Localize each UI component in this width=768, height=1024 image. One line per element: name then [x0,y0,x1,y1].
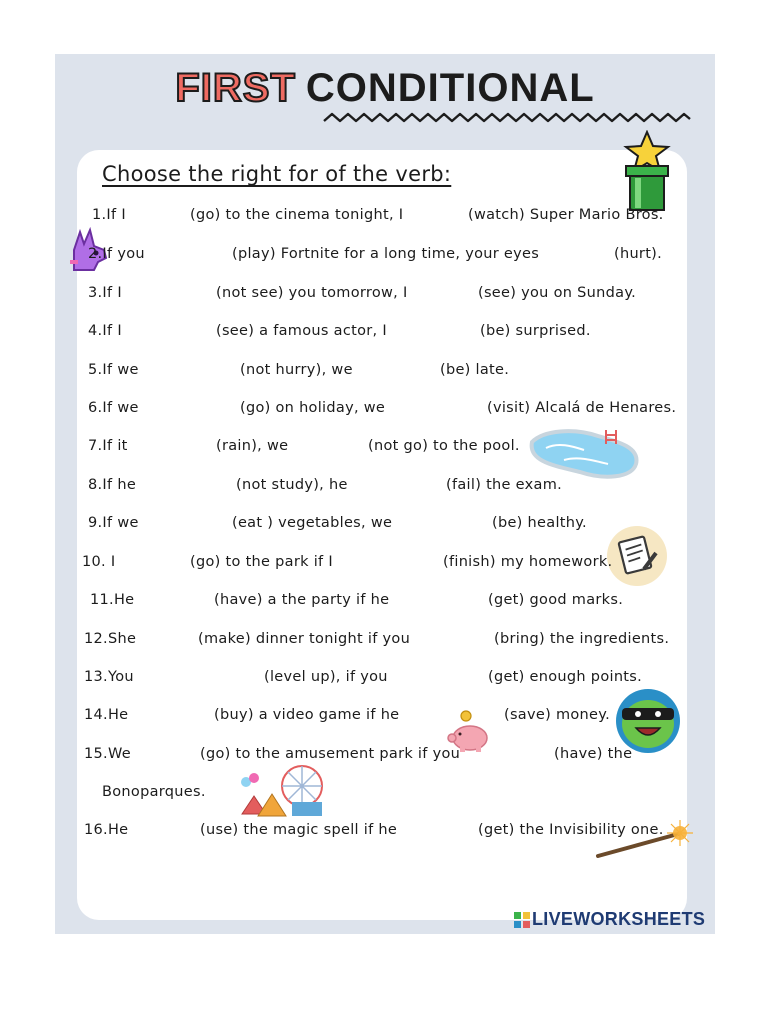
sentence-8-start: 8.If he [88,477,137,493]
sentence-15-end: (have) the [554,746,633,762]
title-conditional: CONDITIONAL [305,66,595,110]
sentence-15-middle: (go) to the amusement park if you [200,746,461,762]
sentence-4-start: 4.If I [88,323,122,339]
sentence-10-start: 10. I [82,554,116,570]
sentence-6-start: 6.If we [88,400,139,416]
sentence-15-continuation: Bonoparques. [102,784,206,800]
sentence-15-start: 15.We [84,746,131,762]
sentence-8-end: (fail) the exam. [446,477,563,493]
title-first: FIRST [175,66,296,110]
sentence-7-end: (not go) to the pool. [368,438,520,454]
liveworksheets-logo-icon [514,912,530,928]
sentence-11-start: 11.He [90,592,135,608]
zigzag-underline [322,110,692,126]
liveworksheets-logo-text: LIVEWORKSHEETS [532,909,706,929]
page-title [55,66,715,111]
sentence-12-middle: (make) dinner tonight if you [198,631,411,647]
sentence-6-end: (visit) Alcalá de Henares. [487,400,677,416]
sentence-10-end: (finish) my homework. [443,554,613,570]
sentence-13-start: 13.You [84,669,134,685]
sentence-1-start: 1.If I [92,207,126,223]
sentence-5-start: 5.If we [88,362,139,378]
instruction-heading: Choose the right for of the verb: [102,162,452,186]
sentence-13-middle: (level up), if you [264,669,388,685]
sentence-1-end: (watch) Super Mario Bros. [468,207,664,223]
sentence-2-start: 2.If you [88,246,145,262]
sentence-3-end: (see) you on Sunday. [478,285,637,301]
sentence-4-end: (be) surprised. [480,323,591,339]
sentence-14-end: (save) money. [504,707,610,723]
sentence-16-start: 16.He [84,822,129,838]
sentence-5-middle: (not hurry), we [240,362,353,378]
swimming-pool-icon [524,426,644,482]
sentence-3-start: 3.If I [88,285,122,301]
amusement-park-icon [232,762,342,820]
sentence-7-start: 7.If it [88,438,128,454]
sentence-1-middle: (go) to the cinema tonight, I [190,207,404,223]
sentence-2-end: (hurt). [614,246,663,262]
sentence-8-middle: (not study), he [236,477,348,493]
homework-notepad-icon [606,525,668,587]
sentence-16-middle: (use) the magic spell if he [200,822,398,838]
sentence-9-end: (be) healthy. [492,515,587,531]
sentence-12-end: (bring) the ingredients. [494,631,670,647]
sentence-3-middle: (not see) you tomorrow, I [216,285,408,301]
sentence-2-middle: (play) Fortnite for a long time, your eyes [232,246,540,262]
sentence-11-middle: (have) a the party if he [214,592,390,608]
sentence-4-middle: (see) a famous actor, I [216,323,387,339]
exercise-card [77,150,687,920]
sentence-9-start: 9.If we [88,515,139,531]
sentence-11-end: (get) good marks. [488,592,624,608]
green-ninja-monster-icon [614,688,682,754]
sentence-6-middle: (go) on holiday, we [240,400,386,416]
sentence-10-middle: (go) to the park if I [190,554,333,570]
sentence-13-end: (get) enough points. [488,669,643,685]
sentence-12-start: 12.She [84,631,137,647]
sentence-14-middle: (buy) a video game if he [214,707,400,723]
mario-pipe-star-icon [622,130,672,212]
sentence-7-middle: (rain), we [216,438,289,454]
sentence-9-middle: (eat ) vegetables, we [232,515,393,531]
sentence-14-start: 14.He [84,707,129,723]
sentence-16-end: (get) the Invisibility one. [478,822,664,838]
sentence-5-end: (be) late. [440,362,510,378]
